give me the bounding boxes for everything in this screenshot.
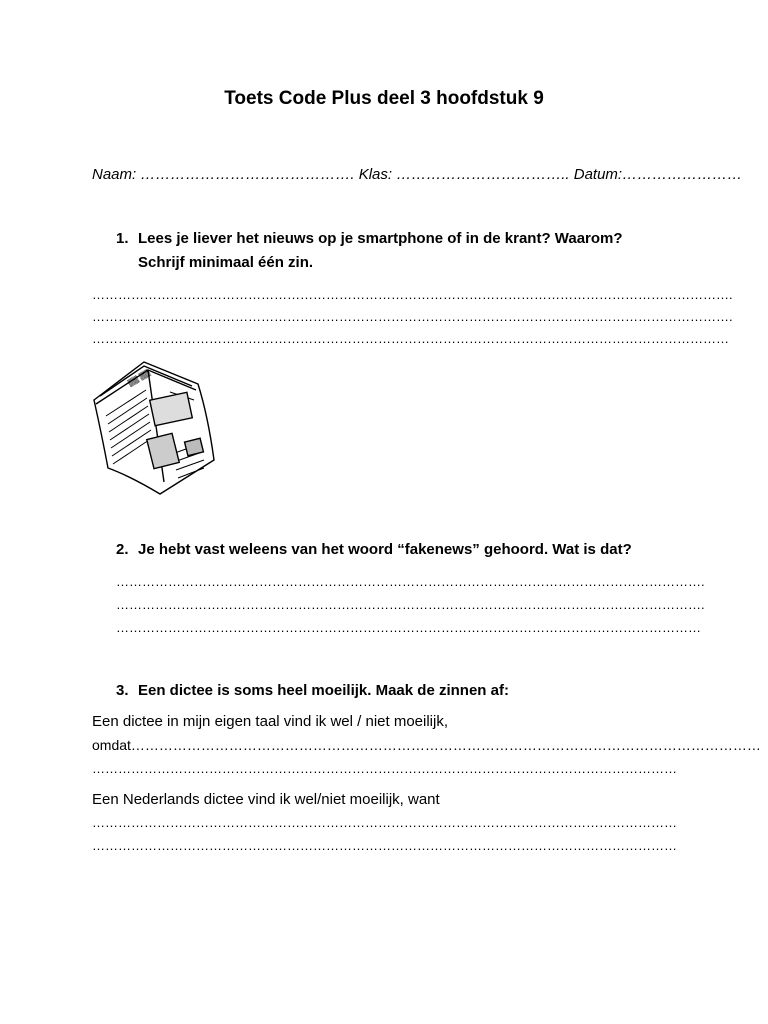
klas-field[interactable]: …………………………….. — [396, 166, 570, 183]
svg-text:▒▒ ▒▒: ▒▒ ▒▒ — [127, 368, 152, 388]
sentence-prompt-1: Een dictee in mijn eigen taal vind ik wel / niet moeilijk, — [92, 713, 449, 730]
answer-line[interactable]: ……………………………………………………………………………………………………………………… — [92, 815, 677, 830]
answer-line[interactable]: ……………………………………………………………………………………………………………………… — [92, 761, 677, 776]
question-number: 2. — [116, 541, 129, 558]
answer-line[interactable]: ……………………………………………………………………………………………………………………… — [116, 620, 701, 635]
question-number: 3. — [116, 682, 129, 699]
datum-field[interactable]: …………………… — [622, 166, 743, 183]
naam-field[interactable]: ……………………………………. — [140, 166, 355, 183]
question-text-line2: Schrijf minimaal één zin. — [138, 254, 314, 271]
question-text-line1: Een dictee is soms heel moeilijk. Maak de zinnen af: — [138, 682, 509, 699]
question-number: 1. — [116, 230, 129, 247]
answer-line[interactable]: …………………………………………………………………………………………………………………………………. — [92, 287, 733, 302]
page-title: Toets Code Plus deel 3 hoofdstuk 9 — [224, 88, 544, 109]
naam-label: Naam: — [92, 166, 137, 183]
answer-line[interactable]: ………………………………………………………………………………………………………………………. — [116, 597, 705, 612]
answer-line[interactable]: ………………………………………………………………………………………………………………………………… — [92, 331, 729, 346]
student-info-line — [92, 166, 742, 183]
newspaper-icon — [90, 356, 218, 498]
question-text-line1: Je hebt vast weleens van het woord “fakenews” gehoord. Wat is dat? — [138, 541, 632, 558]
answer-line[interactable]: omdat……………………………………………………………………………………………………………………… — [92, 737, 761, 753]
answer-line[interactable]: ………………………………………………………………………………………………………………………. — [116, 574, 705, 589]
klas-label: Klas: — [358, 166, 393, 183]
answer-line[interactable]: …………………………………………………………………………………………………………………………………. — [92, 309, 733, 324]
question-text-line1: Lees je liever het nieuws op je smartphone of in de krant? Waarom? — [138, 230, 623, 247]
answer-line[interactable]: ……………………………………………………………………………………………………………………… — [92, 838, 677, 853]
sentence-prompt-2: Een Nederlands dictee vind ik wel/niet moeilijk, want — [92, 791, 440, 808]
datum-label: Datum: — [573, 166, 623, 183]
